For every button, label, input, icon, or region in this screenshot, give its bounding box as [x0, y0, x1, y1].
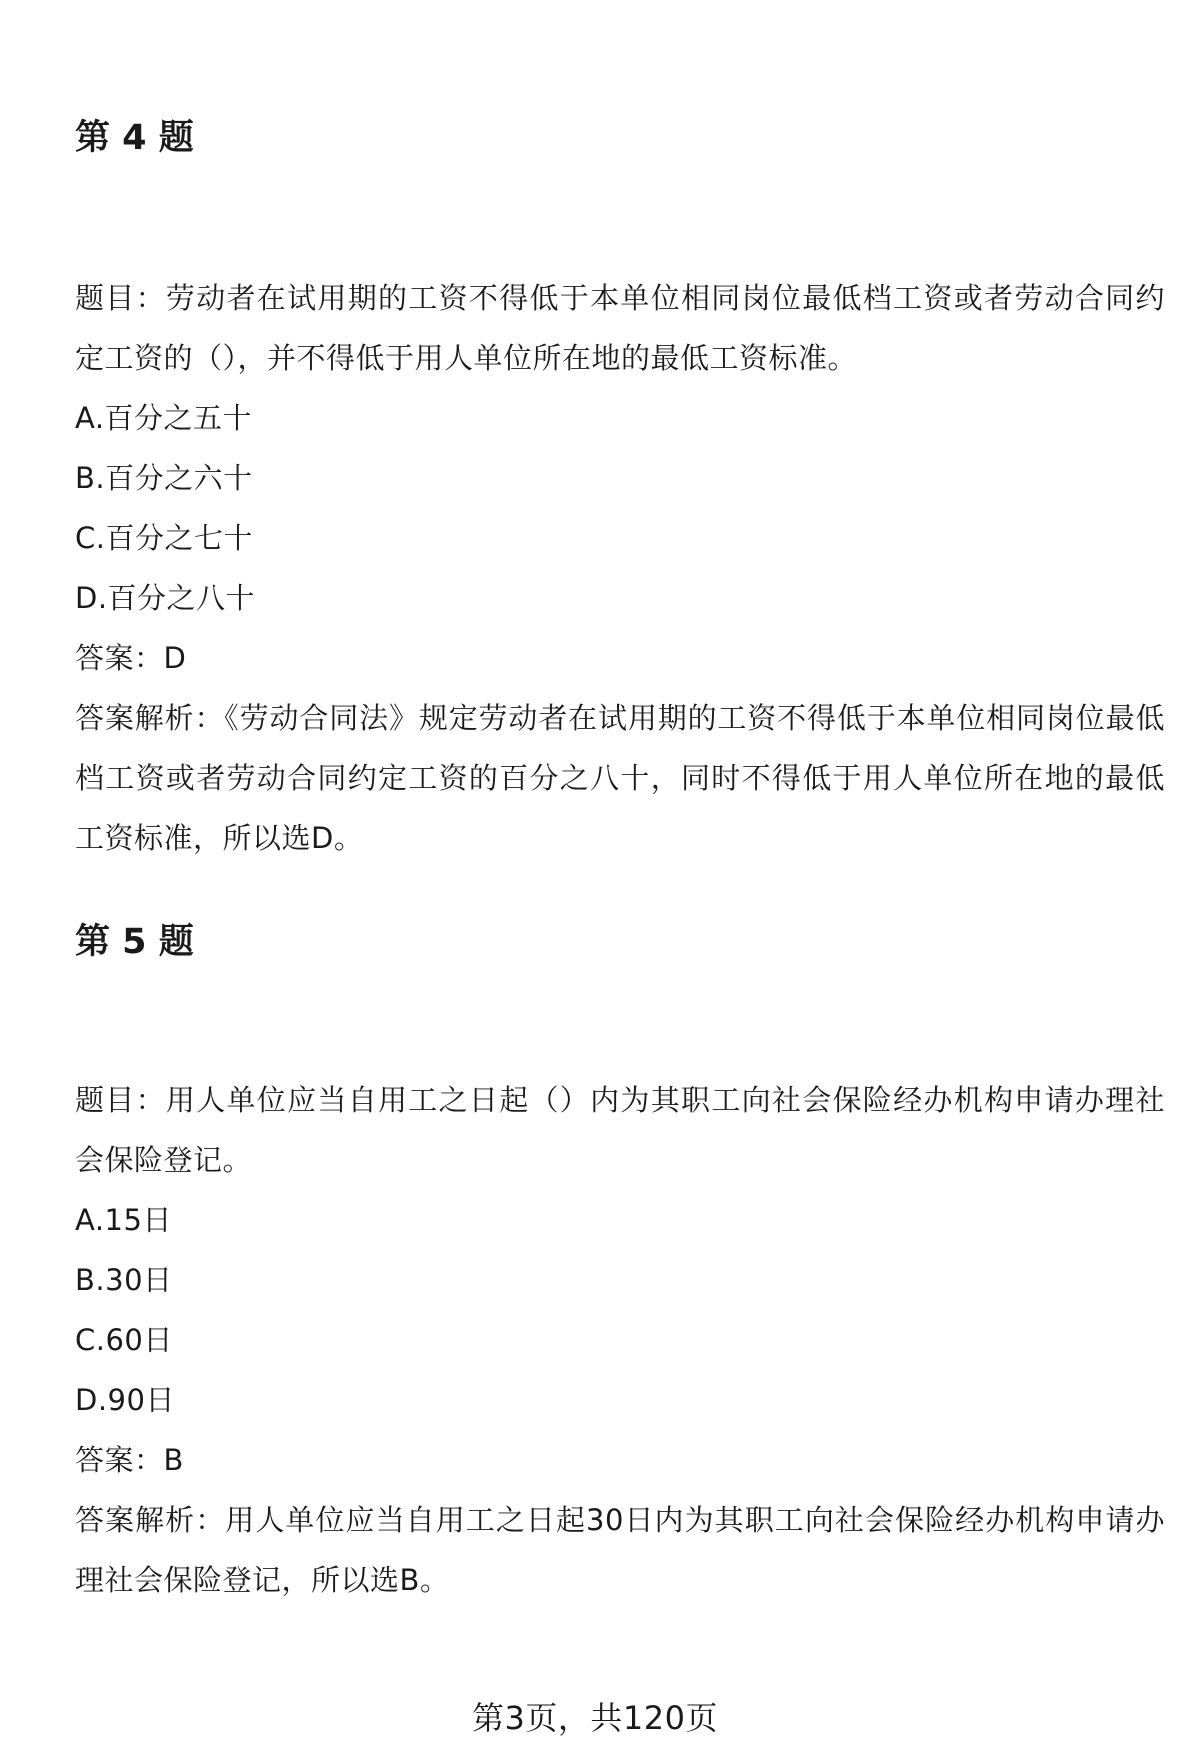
option-a: A.15日 — [75, 1203, 172, 1237]
question-heading: 第 4 题 — [75, 118, 194, 158]
option-a: A.百分之五十 — [75, 401, 253, 435]
question-heading: 第 5 题 — [75, 922, 194, 962]
question-block — [75, 1070, 1165, 1610]
option-c: C.百分之七十 — [75, 521, 253, 555]
option-c: C.60日 — [75, 1323, 173, 1357]
option-b: B.百分之六十 — [75, 461, 253, 495]
question-block — [75, 268, 1165, 868]
option-b: B.30日 — [75, 1263, 173, 1297]
option-d: D.百分之八十 — [75, 581, 256, 615]
question-text: 题目：用人单位应当自用工之日起（）内为其职工向社会保险经办机构申请办理社会保险登记。 — [75, 1083, 1165, 1177]
answer: 答案：B — [75, 1443, 184, 1477]
answer-explanation: 答案解析：用人单位应当自用工之日起30日内为其职工向社会保险经办机构申请办理社会保险登记，所以选B。 — [75, 1503, 1165, 1597]
question-text: 题目：劳动者在试用期的工资不得低于本单位相同岗位最低档工资或者劳动合同约定工资的（），并不得低于用人单位所在地的最低工资标准。 — [75, 281, 1165, 375]
answer-explanation: 答案解析：《劳动合同法》规定劳动者在试用期的工资不得低于本单位相同岗位最低档工资或者劳动合同约定工资的百分之八十，同时不得低于用人单位所在地的最低工资标准，所以选D。 — [75, 701, 1165, 855]
page-number-footer: 第3页，共120页 — [472, 1699, 718, 1737]
option-d: D.90日 — [75, 1383, 175, 1417]
answer: 答案：D — [75, 641, 187, 675]
